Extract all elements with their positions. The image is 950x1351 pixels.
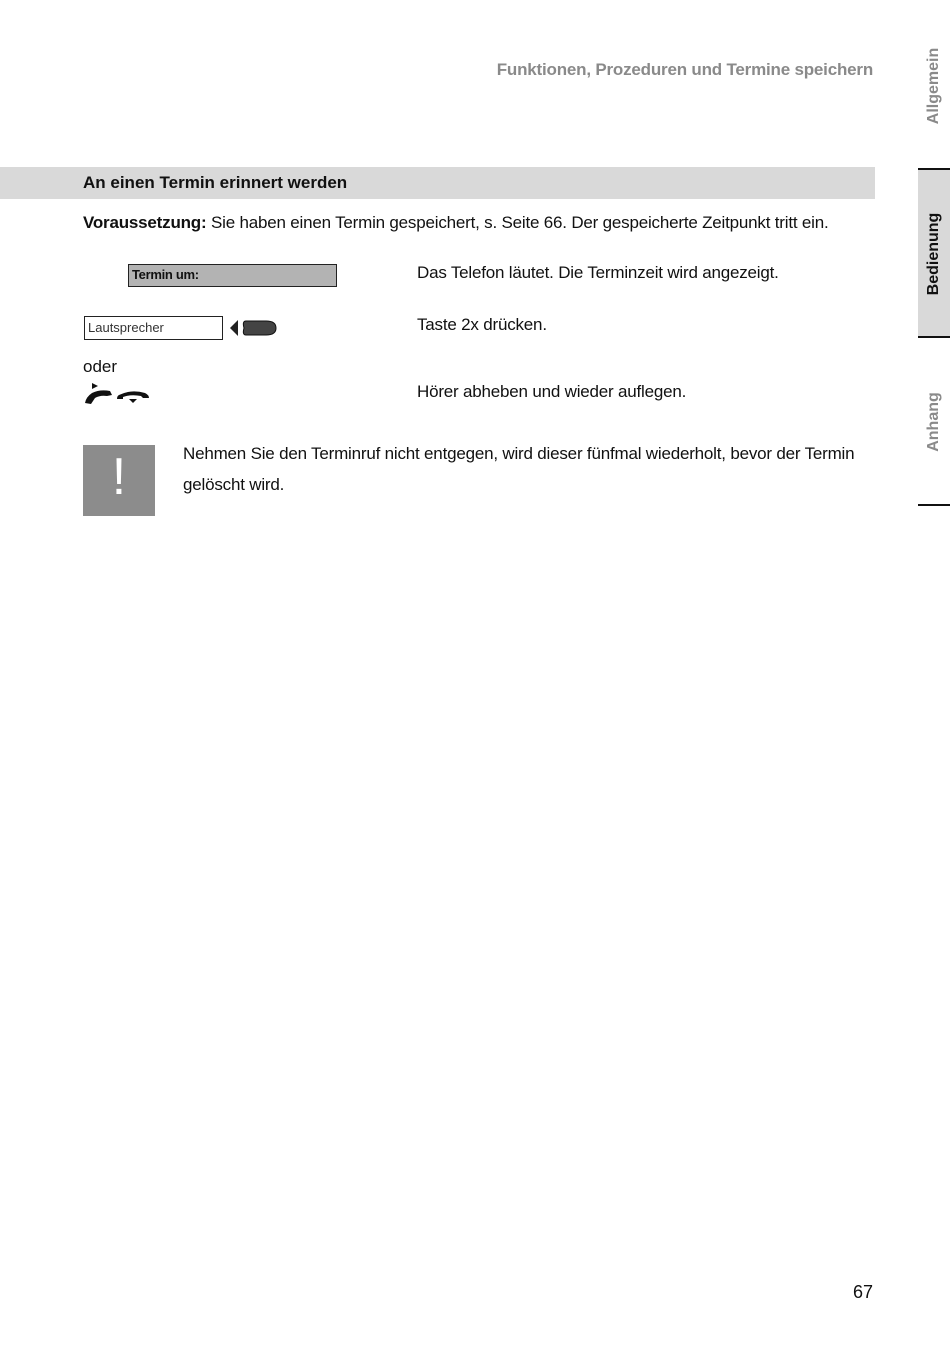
side-tab-bedienung-label: Bedienung xyxy=(925,212,942,296)
step-handset-text: Hörer abheben und wieder auflegen. xyxy=(417,382,687,401)
step-press-key-text: Taste 2x drücken. xyxy=(417,315,547,334)
display-text: Termin um: xyxy=(132,267,199,282)
prerequisite xyxy=(83,213,873,233)
handset-lift-replace-icon xyxy=(83,383,153,407)
note-symbol: ! xyxy=(111,448,127,506)
exclamation-icon xyxy=(83,445,155,516)
tab-divider xyxy=(918,504,950,506)
page-number: 67 xyxy=(852,1282,873,1302)
running-header: Funktionen, Prozeduren und Termine speichern xyxy=(496,60,873,79)
led-key-icon xyxy=(228,319,278,339)
section-title: An einen Termin erinnert werden xyxy=(83,173,348,192)
section-header-bar xyxy=(0,167,875,199)
prerequisite-text: Sie haben einen Termin gespeichert, s. Seite 66. Der gespeicherte Zeitpunkt tritt ein. xyxy=(206,213,829,232)
phone-display xyxy=(128,264,337,287)
side-tab-anhang[interactable] xyxy=(918,338,950,506)
speaker-key[interactable] xyxy=(84,316,223,340)
note-text: Nehmen Sie den Terminruf nicht entgegen, wird dieser fünfmal wiederholt, bevor der Termin gelöscht wird. xyxy=(183,444,855,494)
side-tab-bedienung[interactable] xyxy=(918,170,950,338)
speaker-key-label: Lautsprecher xyxy=(88,320,164,335)
step-ringing-text: Das Telefon läutet. Die Terminzeit wird angezeigt. xyxy=(417,263,779,282)
side-tab-allgemein[interactable] xyxy=(918,2,950,170)
prerequisite-label: Voraussetzung: xyxy=(83,213,207,232)
side-tab-allgemein-label: Allgemein xyxy=(925,47,942,125)
side-tab-anhang-label: Anhang xyxy=(925,392,942,452)
oder-connector: oder xyxy=(83,357,118,376)
